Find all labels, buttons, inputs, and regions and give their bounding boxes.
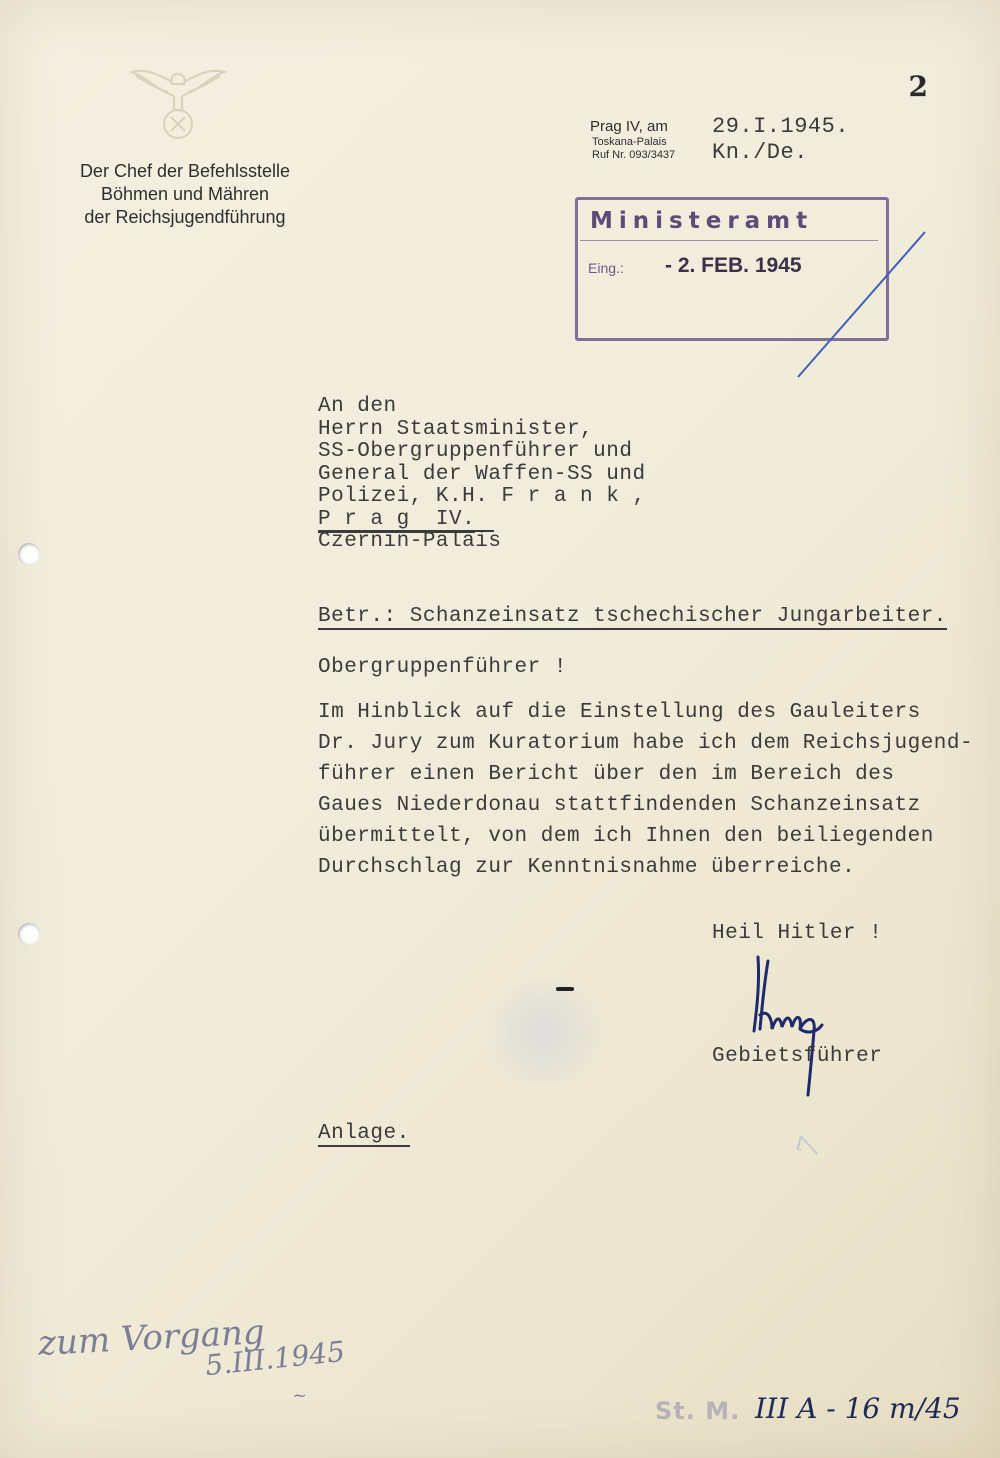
strikethrough-mark xyxy=(318,530,494,532)
punch-hole-bottom xyxy=(18,923,40,945)
address-line: An den xyxy=(318,395,397,418)
faint-seal-icon xyxy=(484,980,604,1085)
pencil-initials: ~ xyxy=(292,1385,308,1406)
stamp-eing-label: Eing.: xyxy=(588,260,624,276)
enclosure-note xyxy=(318,1122,410,1145)
address-line: Polizei, K.H. F r a n k , xyxy=(318,485,646,508)
letter-body xyxy=(318,697,973,883)
reference-code: Kn./De. xyxy=(712,140,808,165)
body-line: Gaues Niederdonau stattfindenden Schanzeinsatz xyxy=(318,794,921,817)
place-block xyxy=(590,118,675,162)
salutation: Obergruppenführer ! xyxy=(318,656,567,679)
punch-hole-top xyxy=(18,543,40,565)
closing: Heil Hitler ! xyxy=(712,922,883,945)
eagle-emblem-icon xyxy=(128,52,228,147)
signer-title: Gebietsführer xyxy=(712,1045,883,1068)
place-label: Prag IV, am xyxy=(590,118,668,135)
enclosure-text: Anlage. xyxy=(318,1122,410,1145)
letterhead-line-2: Böhmen und Mähren xyxy=(100,184,270,204)
ink-dash xyxy=(556,987,574,991)
pencil-note: zum Vorgang xyxy=(37,1312,266,1364)
filing-reference: III A - 16 m/45 xyxy=(755,1392,961,1425)
stamp-date: - 2. FEB. 1945 xyxy=(665,254,802,277)
body-line: Dr. Jury zum Kuratorium habe ich dem Reichsjugend- xyxy=(318,732,974,755)
pencil-note-date: 5.III.1945 xyxy=(203,1334,347,1383)
signature-scribble xyxy=(738,945,838,1105)
letterhead-line-3: der Reichsjugendführung xyxy=(84,207,286,227)
date-block xyxy=(712,114,849,166)
body-line: Im Hinblick auf die Einstellung des Gauleiters xyxy=(318,701,921,724)
subject-line xyxy=(318,605,947,628)
stamp-title: Ministeramt xyxy=(590,208,814,234)
faint-pencil-number: 7 xyxy=(790,1133,829,1162)
address-line: Herrn Staatsminister, xyxy=(318,417,594,441)
letterhead xyxy=(55,160,315,229)
page-number: 2 xyxy=(908,70,928,103)
address-line: SS-Obergruppenführer und xyxy=(318,440,633,463)
subject-text: Betr.: Schanzeinsatz tschechischer Jungarbeiter. xyxy=(318,605,947,628)
address-line: Czernin-Palais xyxy=(318,530,502,553)
body-line: übermittelt, von dem ich Ihnen den beiliegenden xyxy=(318,825,934,848)
filing-stamp: St. M. xyxy=(655,1397,741,1425)
address-line: General der Waffen-SS und xyxy=(318,462,646,486)
phone-label: Ruf Nr. 093/3437 xyxy=(592,149,676,161)
body-line: Durchschlag zur Kenntnisnahme überreiche. xyxy=(318,856,856,879)
letter-date: 29.I.1945. xyxy=(712,114,850,139)
palace-label: Toskana-Palais xyxy=(592,136,667,148)
body-line: führer einen Bericht über den im Bereich des xyxy=(318,763,895,786)
blue-check-mark-icon xyxy=(790,222,930,382)
address-city: P r a g IV. xyxy=(318,507,476,531)
letterhead-line-1: Der Chef der Befehlsstelle xyxy=(79,161,291,181)
